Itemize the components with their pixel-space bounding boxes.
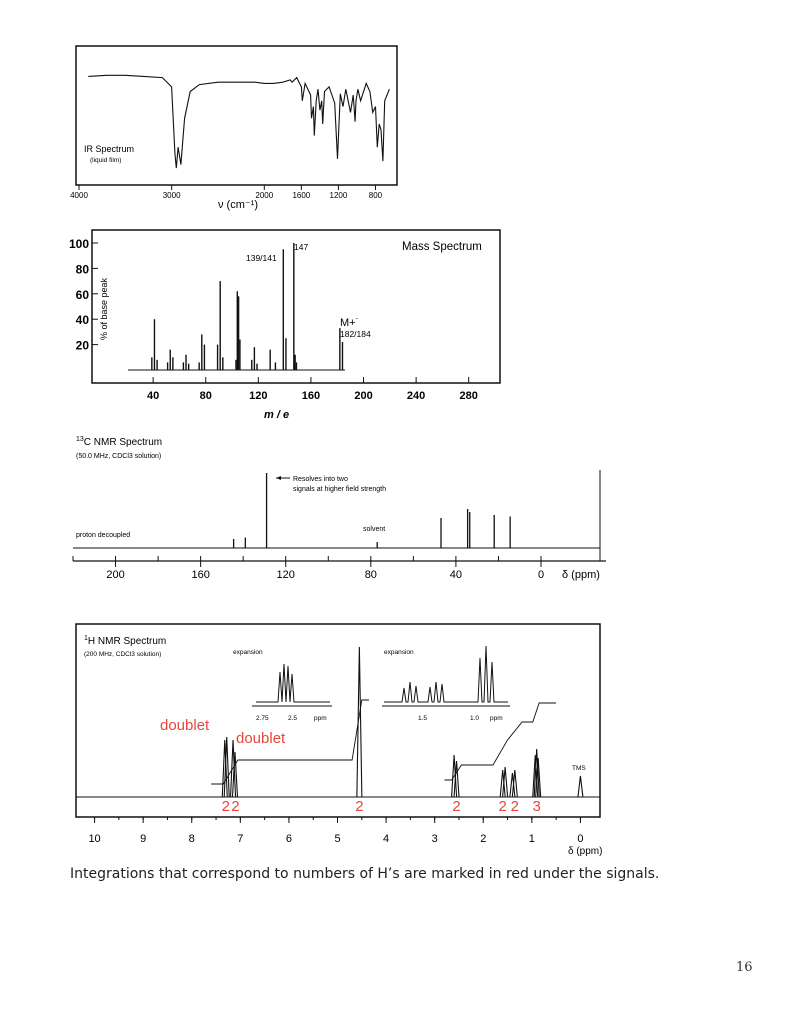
h1-integration-2: 2 xyxy=(355,798,364,815)
ir-x-axis xyxy=(70,185,383,200)
ms-xlabel: m / e xyxy=(264,409,290,421)
h1-tick-label-1: 1 xyxy=(528,833,535,845)
ms-ytick-label-40: 40 xyxy=(75,313,89,328)
c13-peaks xyxy=(234,473,511,548)
h1-tick-label-3: 3 xyxy=(431,833,438,845)
h1-tick-label-10: 10 xyxy=(88,833,101,845)
ms-label-mplus: M+˙ xyxy=(340,317,360,329)
h1-integration-5: 2 xyxy=(510,798,520,815)
c13-solvent-label: solvent xyxy=(363,526,386,533)
h1-tick-label-0: 0 xyxy=(577,833,584,845)
h1-tick-label-7: 7 xyxy=(237,833,244,845)
ir-tick-label-1600: 1600 xyxy=(292,191,311,200)
ir-tick-label-3000: 3000 xyxy=(162,191,181,200)
c13-note-line1: Resolves into two xyxy=(293,476,348,483)
ir-frame xyxy=(76,46,397,185)
h1-integration-6: 3 xyxy=(532,798,541,815)
h1-tick-label-2: 2 xyxy=(480,833,487,845)
page-number: 16 xyxy=(736,960,753,975)
ms-xtick-label-40: 40 xyxy=(147,390,160,402)
c13-tick-label-80: 80 xyxy=(364,569,377,581)
ir-spectrum-panel xyxy=(70,46,397,211)
ir-tick-label-1200: 1200 xyxy=(329,191,348,200)
h1-expansion2-label: expansion xyxy=(384,649,414,656)
ms-ytick-label-100: 100 xyxy=(68,237,89,251)
h1-expansion1-tick-275: 2.75 xyxy=(256,715,269,722)
ir-tick-label-800: 800 xyxy=(368,191,383,200)
h1-tick-label-8: 8 xyxy=(188,833,195,845)
ms-xtick-label-120: 120 xyxy=(249,390,268,402)
h1-expansion1-trace xyxy=(256,664,330,702)
ms-title: Mass Spectrum xyxy=(402,241,482,253)
ir-subtitle: (liquid film) xyxy=(90,157,122,164)
h1-expansion1-label: expansion xyxy=(233,649,263,656)
h1-integration-3: 2 xyxy=(452,798,461,815)
ms-xtick-label-160: 160 xyxy=(301,390,321,402)
h1-tick-label-6: 6 xyxy=(285,833,292,845)
ms-xtick-label-200: 200 xyxy=(354,390,373,402)
ms-label-147: 147 xyxy=(294,242,309,252)
ms-ylabel: % of base peak xyxy=(99,277,109,340)
h1-x-axis xyxy=(88,817,583,845)
ir-xlabel: ν (cm⁻¹) xyxy=(218,199,259,211)
h1-expansion2-tick-ppm: ppm xyxy=(490,715,503,722)
c13-xlabel: δ (ppm) xyxy=(562,569,600,581)
c13-decoupled-label: proton decoupled xyxy=(76,532,131,539)
h1-title: $^1$H NMR Spectrum xyxy=(84,635,167,647)
h1-peak-0 xyxy=(578,776,583,797)
ir-trace xyxy=(88,75,389,168)
ms-xtick-label-80: 80 xyxy=(199,390,212,402)
ir-tick-label-2000: 2000 xyxy=(255,191,274,200)
h1-subtitle: (200 MHz, CDCl3 solution) xyxy=(84,651,162,658)
ms-xtick-label-240: 240 xyxy=(406,390,426,402)
h1-tms-label: TMS xyxy=(572,765,586,772)
ms-y-axis xyxy=(69,237,98,353)
h1-integration-0: 2 xyxy=(221,798,230,815)
h1-xlabel: δ (ppm) xyxy=(568,846,603,857)
h1-expansion2-tick-15: 1.5 xyxy=(418,715,428,722)
c13-subtitle: (50.0 MHz, CDCl3 solution) xyxy=(76,453,162,460)
ms-label-182-184: 182/184 xyxy=(340,329,371,339)
h1-doublet-label-2: doublet xyxy=(236,730,286,747)
h1-nmr-panel xyxy=(76,624,602,857)
caption: Integrations that correspond to numbers of H’s are marked in red under the signals. xyxy=(70,866,660,882)
c13-title: $^{13}$C NMR Spectrum xyxy=(76,436,163,448)
h1-peak-4.55 xyxy=(357,647,362,797)
h1-integration-1: 2 xyxy=(231,798,240,815)
ms-peaks xyxy=(128,243,345,370)
h1-exp1-line xyxy=(256,664,330,702)
c13-tick-label-160: 160 xyxy=(191,569,210,581)
h1-expansion1-tick-25: 2.5 xyxy=(288,715,298,722)
c13-nmr-panel xyxy=(73,436,606,581)
c13-x-axis xyxy=(73,556,544,581)
c13-note-line2: signals at higher field strength xyxy=(293,486,386,493)
ms-x-axis xyxy=(147,377,478,402)
h1-integration-4: 2 xyxy=(498,798,507,815)
h1-doublet-label-1: doublet xyxy=(160,717,210,734)
ms-label-139-141: 139/141 xyxy=(246,253,277,263)
h1-tick-label-9: 9 xyxy=(140,833,147,845)
c13-tick-label-40: 40 xyxy=(449,569,463,581)
ir-series-line xyxy=(88,75,389,168)
c13-tick-label-0: 0 xyxy=(537,569,545,581)
c13-tick-label-200: 200 xyxy=(106,569,125,581)
h1-expansion2-tick-10: 1.0 xyxy=(470,715,480,722)
h1-tick-label-4: 4 xyxy=(383,833,390,845)
c13-arrow-head xyxy=(276,476,281,480)
ir-title: IR Spectrum xyxy=(84,144,135,154)
ms-ytick-label-20: 20 xyxy=(75,338,89,353)
ms-ytick-label-60: 60 xyxy=(75,287,89,302)
h1-tick-label-5: 5 xyxy=(334,833,341,845)
h1-integration-numbers xyxy=(222,798,541,815)
mass-spectrum-panel xyxy=(69,230,500,421)
ms-ytick-label-80: 80 xyxy=(75,262,89,277)
h1-expansion1-tick-ppm: ppm xyxy=(314,715,327,722)
c13-tick-label-120: 120 xyxy=(276,569,295,581)
ir-tick-label-4000: 4000 xyxy=(70,191,88,200)
ms-xtick-label-280: 280 xyxy=(459,390,478,402)
